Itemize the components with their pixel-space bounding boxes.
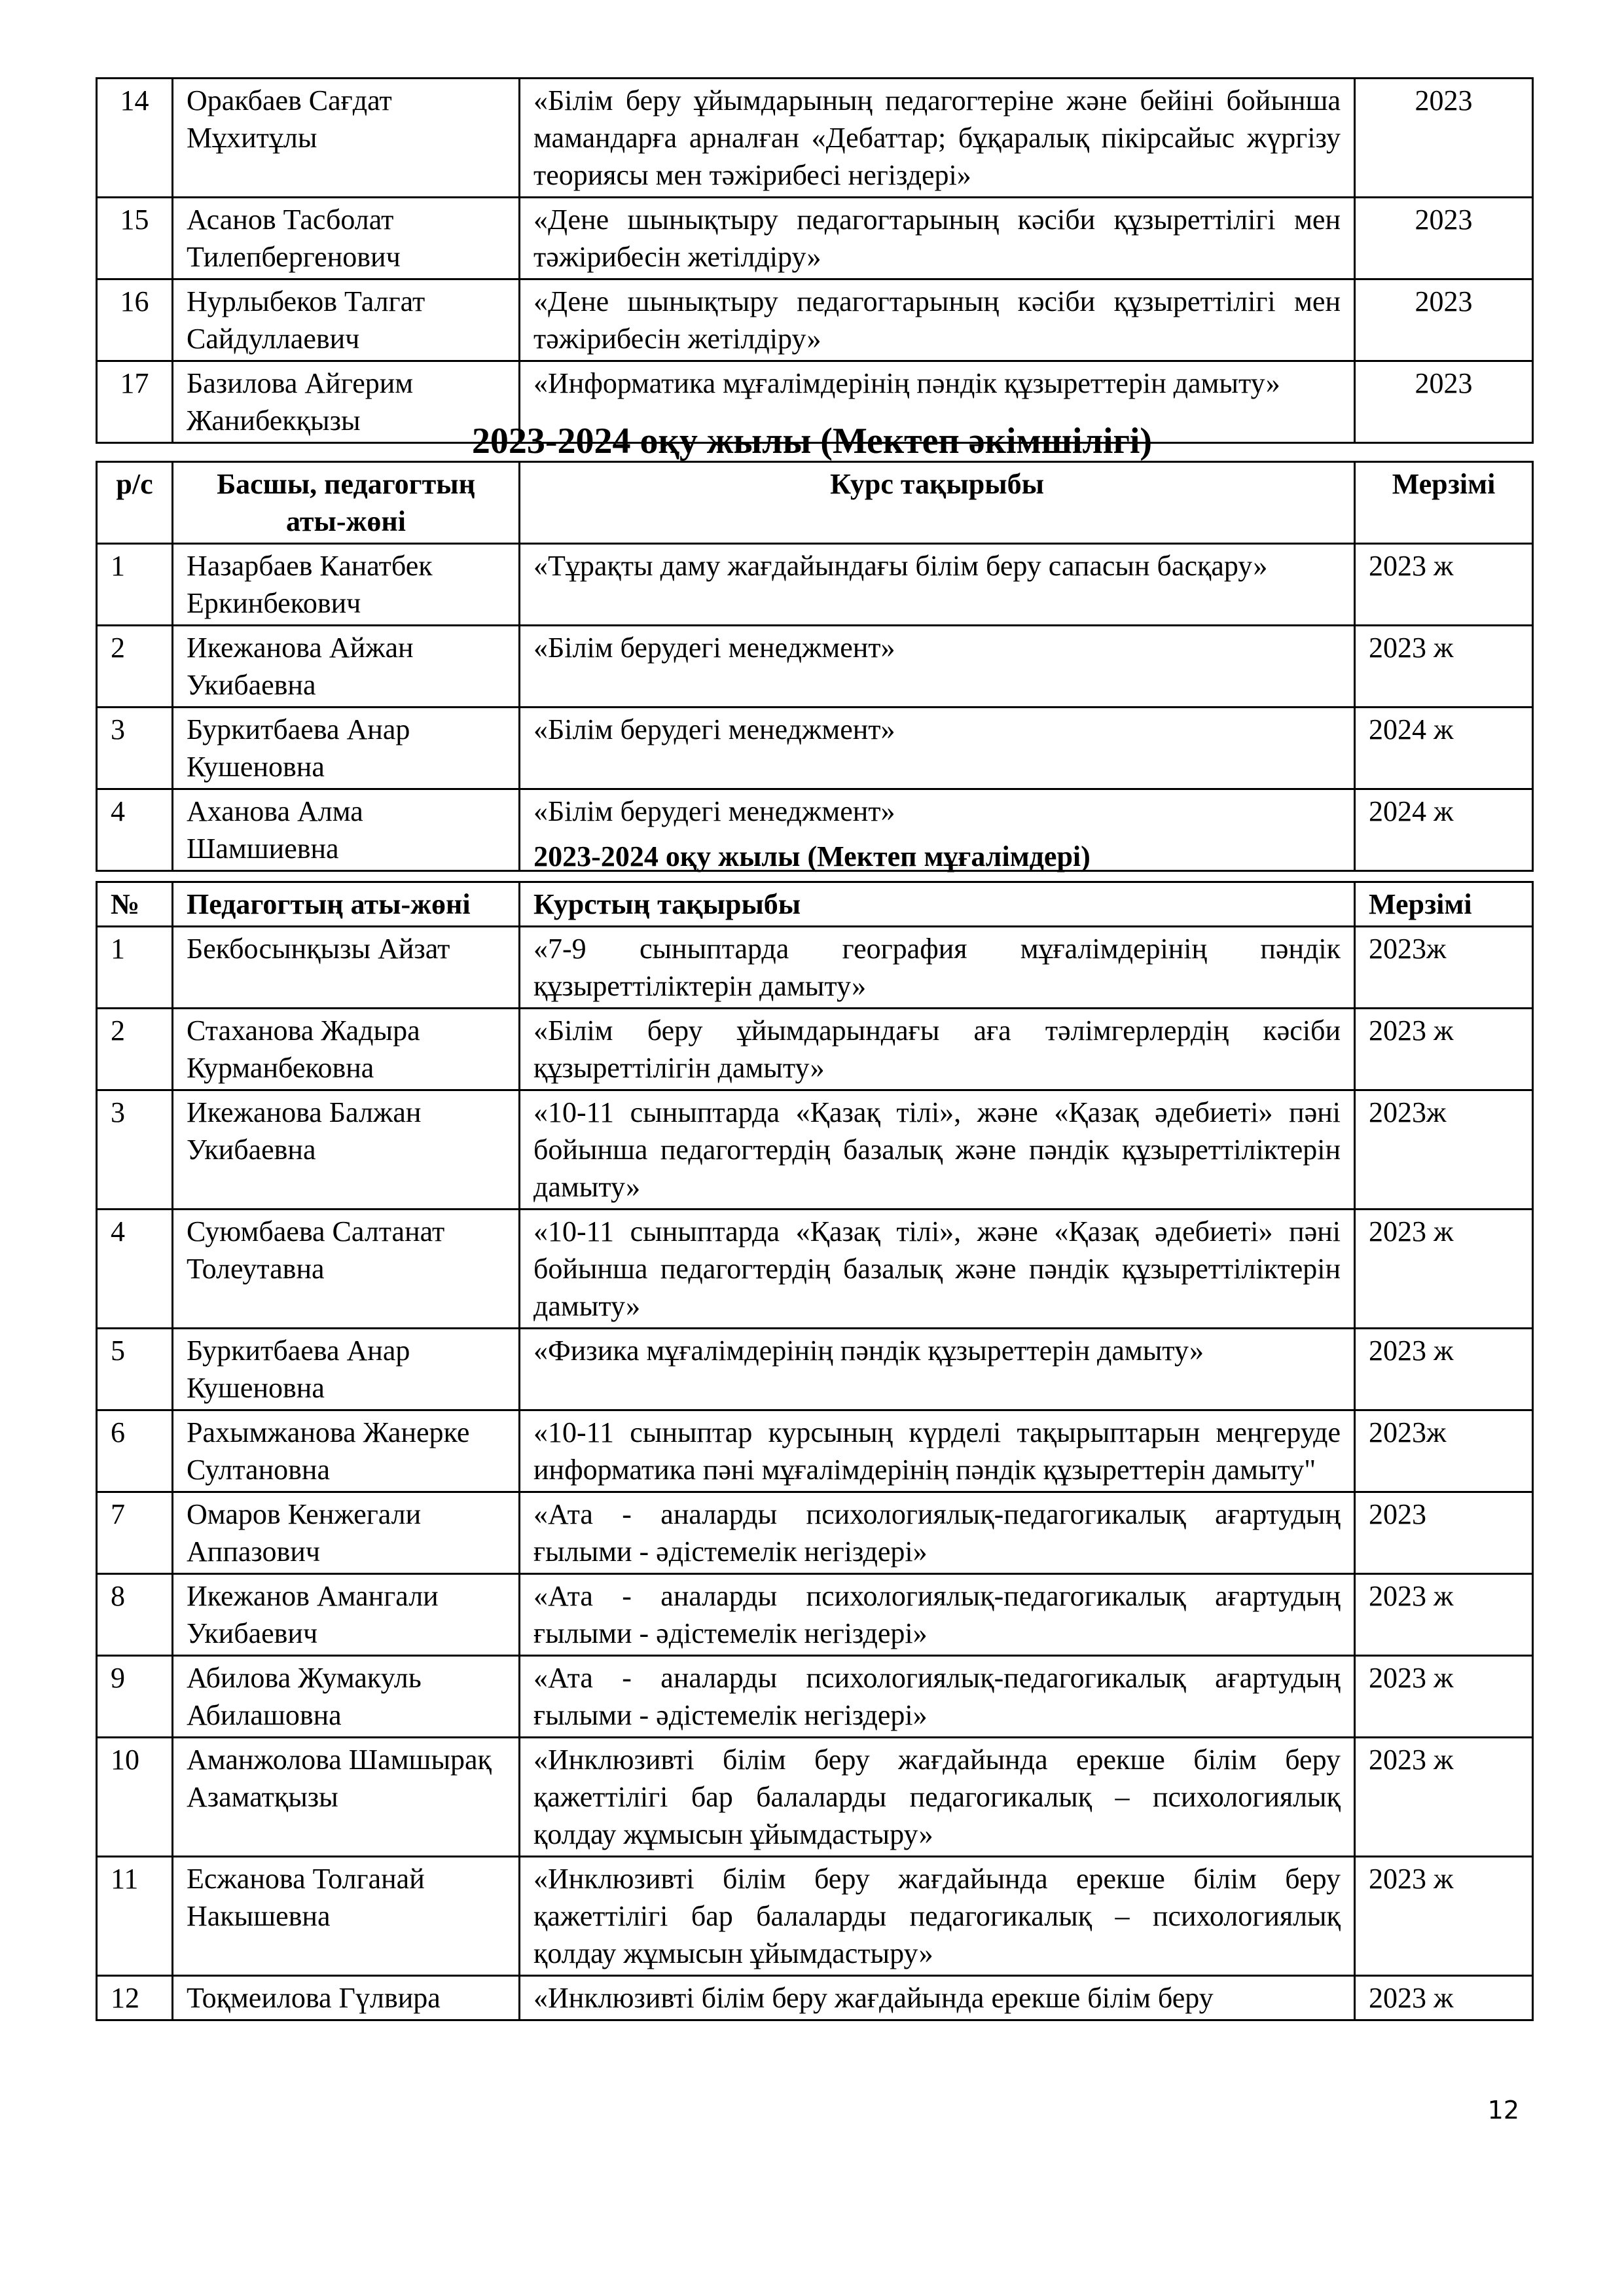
table-row — [97, 279, 1533, 361]
course-title: «Ата - аналарды психологиялық-педагогикалық ағартудың ғылыми - әдістемелік негіздері» — [520, 1656, 1355, 1738]
course-year: 2023 ж — [1355, 1574, 1533, 1656]
course-title: «10-11 сыныптар курсының күрделі тақырыптарын меңгеруде информатика пәні мұғалімдерінің пәндік құзыреттерін дамыту" — [520, 1410, 1355, 1492]
course-year: 2023 ж — [1355, 1656, 1533, 1738]
course-title: «7-9 сыныптарда география мұғалімдерінің пәндік құзыреттіліктерін дамыту» — [520, 927, 1355, 1009]
course-title: «Ата - аналарды психологиялық-педагогикалық ағартудың ғылыми - әдістемелік негіздері» — [520, 1492, 1355, 1574]
teacher-name: Аханова Алма Шамшиевна — [173, 789, 520, 871]
header-course: Курстың тақырыбы — [520, 882, 1355, 927]
table-row — [97, 1009, 1533, 1090]
row-number: 15 — [97, 198, 173, 279]
row-number: 7 — [97, 1492, 173, 1574]
teacher-name: Базилова Айгерим Жанибекқызы — [173, 361, 520, 443]
header-num: № — [97, 882, 173, 927]
course-year: 2023 ж — [1355, 1976, 1533, 2020]
course-title: «Білім беру ұйымдарындағы аға тәлімгерлердің кәсіби құзыреттілігін дамыту» — [520, 1009, 1355, 1090]
teacher-name: Суюмбаева Салтанат Толеутавна — [173, 1210, 520, 1329]
table-row — [97, 544, 1533, 626]
course-title: «Информатика мұғалімдерінің пәндік құзыреттерін дамыту» — [520, 361, 1355, 443]
teacher-name: Тоқмеилова Гүлвира — [173, 1976, 520, 2020]
row-number: 6 — [97, 1410, 173, 1492]
teacher-name: Омаров Кенжегали Аппазович — [173, 1492, 520, 1574]
row-number: 11 — [97, 1857, 173, 1976]
teacher-name: Буркитбаева Анар Кушеновна — [173, 708, 520, 789]
course-title: «Ата - аналарды психологиялық-педагогикалық ағартудың ғылыми - әдістемелік негіздері» — [520, 1574, 1355, 1656]
course-year: 2024 ж — [1355, 708, 1533, 789]
header-course: Курс тақырыбы — [520, 462, 1355, 544]
course-year: 2023ж — [1355, 927, 1533, 1009]
teacher-name: Нурлыбеков Талгат Сайдуллаевич — [173, 279, 520, 361]
course-year: 2024 ж — [1355, 789, 1533, 871]
table-header-row — [97, 462, 1533, 544]
course-year: 2023 ж — [1355, 1210, 1533, 1329]
course-year: 2023 ж — [1355, 1329, 1533, 1410]
teacher-name: Икежанов Амангали Укибаевич — [173, 1574, 520, 1656]
row-number: 9 — [97, 1656, 173, 1738]
table-row — [97, 1492, 1533, 1574]
course-year: 2023ж — [1355, 1090, 1533, 1210]
course-year: 2023 — [1355, 279, 1533, 361]
course-title: «Инклюзивті білім беру жағдайында ерекше білім беру қажеттілігі бар балаларды педагогикалық – психологиялық қолдау жұмысын ұйымдастыру» — [520, 1857, 1355, 1976]
table-admin — [96, 461, 1534, 872]
table-row — [97, 1574, 1533, 1656]
table-row — [97, 198, 1533, 279]
course-year: 2023 ж — [1355, 1738, 1533, 1857]
table-row — [97, 1329, 1533, 1410]
course-title: «Білім берудегі менеджмент» — [520, 789, 1355, 871]
course-title: «Дене шынықтыру педагогтарының кәсіби құзыреттілігі мен тәжірибесін жетілдіру» — [520, 198, 1355, 279]
row-number: 12 — [97, 1976, 173, 2020]
teacher-name: Асанов Тасболат Тилепбергенович — [173, 198, 520, 279]
course-title: «Инклюзивті білім беру жағдайында ерекше білім беру — [520, 1976, 1355, 2020]
table-row — [97, 79, 1533, 198]
table-continued — [96, 77, 1534, 444]
course-title: «10-11 сыныптарда «Қазақ тілі», және «Қазақ әдебиеті» пәні бойынша педагогтердің базалық және пәндік құзыреттіліктерін дамыту» — [520, 1210, 1355, 1329]
table-row — [97, 1410, 1533, 1492]
teacher-name: Бекбосынқызы Айзат — [173, 927, 520, 1009]
row-number: 10 — [97, 1738, 173, 1857]
row-number: 5 — [97, 1329, 173, 1410]
teacher-name: Икежанова Балжан Укибаевна — [173, 1090, 520, 1210]
table-row — [97, 1090, 1533, 1210]
teacher-name: Буркитбаева Анар Кушеновна — [173, 1329, 520, 1410]
row-number: 2 — [97, 1009, 173, 1090]
course-year: 2023 — [1355, 198, 1533, 279]
teacher-name: Оракбаев Сағдат Мұхитұлы — [173, 79, 520, 198]
row-number: 8 — [97, 1574, 173, 1656]
row-number: 4 — [97, 1210, 173, 1329]
header-num: р/с — [97, 462, 173, 544]
row-number: 4 — [97, 789, 173, 871]
row-number: 1 — [97, 544, 173, 626]
table-row — [97, 927, 1533, 1009]
header-name: Басшы, педагогтың аты-жөні — [173, 462, 520, 544]
course-title: «Тұрақты даму жағдайындағы білім беру сапасын басқару» — [520, 544, 1355, 626]
teacher-name: Икежанова Айжан Укибаевна — [173, 626, 520, 708]
row-number: 17 — [97, 361, 173, 443]
course-title: «Білім берудегі менеджмент» — [520, 708, 1355, 789]
course-year: 2023 ж — [1355, 544, 1533, 626]
table-row — [97, 1857, 1533, 1976]
table-row — [97, 1656, 1533, 1738]
section-title-teachers: 2023-2024 оқу жылы (Мектеп мұғалімдері) — [533, 840, 1091, 872]
row-number: 1 — [97, 927, 173, 1009]
course-title: «10-11 сыныптарда «Қазақ тілі», және «Қазақ әдебиеті» пәні бойынша педагогтердің базалық және пәндік құзыреттіліктерін дамыту» — [520, 1090, 1355, 1210]
course-title: «Білім берудегі менеджмент» — [520, 626, 1355, 708]
row-number: 3 — [97, 708, 173, 789]
row-number: 14 — [97, 79, 173, 198]
table-teachers — [96, 881, 1534, 2021]
row-number: 3 — [97, 1090, 173, 1210]
course-year: 2023 — [1355, 1492, 1533, 1574]
course-year: 2023ж — [1355, 1410, 1533, 1492]
course-title: «Білім беру ұйымдарының педагогтеріне және бейіні бойынша мамандарға арналған «Дебаттар; бұқаралық пікірсайыс жүргізу теориясы мен тәжірибесі негіздері» — [520, 79, 1355, 198]
page-number: 12 — [1487, 2096, 1519, 2125]
course-year: 2023 ж — [1355, 1857, 1533, 1976]
header-year: Мерзімі — [1355, 462, 1533, 544]
teacher-name: Рахымжанова Жанерке Султановна — [173, 1410, 520, 1492]
teacher-name: Аманжолова Шамшырақ Азаматқызы — [173, 1738, 520, 1857]
course-title: «Инклюзивті білім беру жағдайында ерекше білім беру қажеттілігі бар балаларды педагогикалық – психологиялық қолдау жұмысын ұйымдастыру» — [520, 1738, 1355, 1857]
course-year: 2023 — [1355, 79, 1533, 198]
table-row — [97, 708, 1533, 789]
teacher-name: Есжанова Толганай Накышевна — [173, 1857, 520, 1976]
teacher-name: Назарбаев Канатбек Еркинбекович — [173, 544, 520, 626]
course-title: «Дене шынықтыру педагогтарының кәсіби құзыреттілігі мен тәжірибесін жетілдіру» — [520, 279, 1355, 361]
table-row — [97, 626, 1533, 708]
course-year: 2023 ж — [1355, 626, 1533, 708]
table-row — [97, 1738, 1533, 1857]
row-number: 16 — [97, 279, 173, 361]
table-row — [97, 1976, 1533, 2020]
course-year: 2023 — [1355, 361, 1533, 443]
teacher-name: Стаханова Жадыра Курманбековна — [173, 1009, 520, 1090]
table-header-row — [97, 882, 1533, 927]
table-row — [97, 1210, 1533, 1329]
section-title-admin: 2023-2024 оқу жылы (Мектеп әкімшілігі) — [471, 421, 1153, 461]
teacher-name: Абилова Жумакуль Абилашовна — [173, 1656, 520, 1738]
header-year: Мерзімі — [1355, 882, 1533, 927]
header-name: Педагогтың аты-жөні — [173, 882, 520, 927]
course-title: «Физика мұғалімдерінің пәндік құзыреттерін дамыту» — [520, 1329, 1355, 1410]
course-year: 2023 ж — [1355, 1009, 1533, 1090]
row-number: 2 — [97, 626, 173, 708]
